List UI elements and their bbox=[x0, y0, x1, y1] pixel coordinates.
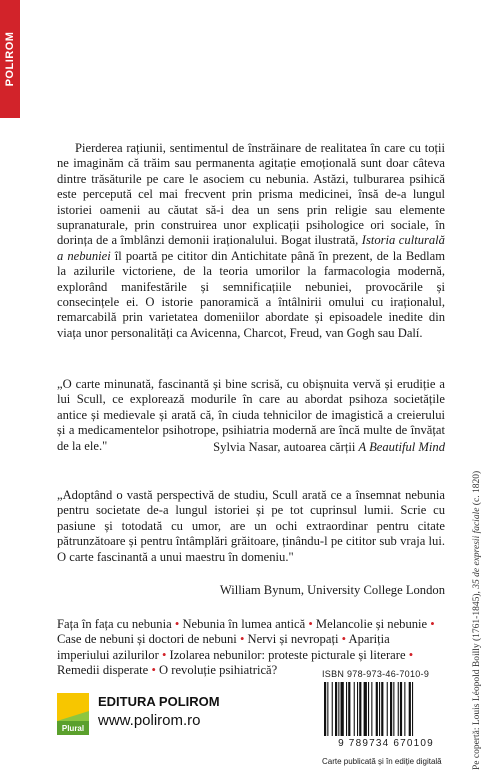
bullet-icon: • bbox=[161, 647, 167, 662]
cover-credit bbox=[472, 471, 482, 770]
barcode-bar bbox=[381, 682, 383, 736]
topic-item: Apariția imperiului azilurilor bbox=[57, 632, 390, 662]
logo-text: Plural bbox=[61, 724, 85, 733]
isbn-label: ISBN 978-973-46-7010-9 bbox=[322, 669, 430, 679]
barcode-bar bbox=[348, 682, 350, 736]
barcode-bar bbox=[327, 682, 328, 736]
topic-item: Melancolie și nebunie bbox=[315, 617, 428, 631]
credit-work: 35 de expresii faciale bbox=[472, 507, 482, 589]
barcode-bar bbox=[364, 682, 367, 736]
attribution-author: Sylvia Nasar, autoarea cărții bbox=[213, 440, 359, 454]
bullet-icon: • bbox=[308, 617, 313, 631]
topic-item: Izolarea nebunilor: proteste picturale și literare bbox=[169, 647, 406, 662]
barcode-digits: 9 789734 670109 bbox=[338, 738, 434, 749]
topic-item: Case de nebuni și doctori de nebuni bbox=[57, 632, 237, 647]
bullet-icon: • bbox=[151, 663, 156, 678]
edition-note: Carte publicată și în ediție digitală bbox=[322, 757, 442, 766]
barcode-bar bbox=[387, 682, 388, 736]
credit-suffix: (c. 1820) bbox=[472, 470, 482, 508]
topic-item: Nervi și nevropați bbox=[247, 632, 339, 647]
bullet-icon: • bbox=[239, 632, 245, 647]
barcode-bar bbox=[359, 682, 361, 736]
barcode-bar bbox=[376, 682, 378, 736]
topic-item: Remedii disperate bbox=[57, 663, 149, 678]
review-attribution-2: William Bynum, University College London bbox=[219, 583, 445, 597]
barcode-bar bbox=[324, 682, 326, 736]
barcode-bar bbox=[338, 682, 339, 736]
barcode-bar bbox=[409, 682, 411, 736]
publisher-name: EDITURA POLIROM bbox=[98, 694, 220, 709]
barcode-bar bbox=[400, 682, 402, 736]
review-attribution-1 bbox=[213, 440, 445, 455]
barcode-bar bbox=[346, 682, 347, 736]
bullet-icon: • bbox=[430, 617, 435, 631]
credit-prefix: Pe copertă: Louis Léopold Boilly (1761-1845), bbox=[472, 588, 482, 770]
bullet-icon: • bbox=[341, 632, 347, 647]
description-part-1: Pierderea rațiunii, sentimentul de înstrăinare de realitatea în care cu toții ne imaginăm că trăim sau permanenta agitație emoțională sunt doar câteva dintre trăsăturile pe care le asociem cu nebunia. Astăzi, tulburarea psihică este percepută cel mai frecvent prin prisma medicinei, însă de-a lungul istoriei oamenii au căutat să-i dea un sens prin religie sau elemente supranaturale, prin construirea unor explicații psihologice ori sociale, în dorința de a îmblânzi demonii iraționalului. Bogat ilustrată, bbox=[57, 141, 445, 248]
barcode-bar bbox=[354, 682, 355, 736]
barcode-bar bbox=[368, 682, 369, 736]
bullet-icon: • bbox=[408, 647, 414, 662]
bullet-icon: • bbox=[174, 617, 180, 631]
barcode-bar bbox=[404, 682, 405, 736]
barcode-bar bbox=[335, 682, 337, 736]
barcode-bar bbox=[390, 682, 392, 736]
review-quote-2: „Adoptând o vastă perspectivă de studiu, Scull arată ce a însemnat nebunia pentru societate de-a lungul istoriei și pe tot cuprinsul lumii. Scrie cu pasiune și totodată cu umor, are un ochi extraordinar pentru citate pătrunzătoare și pentru întâmplări grăitoare, ținându-l pe cititor sub vraja lui. O carte fascinantă a unui maestru în domeniu." bbox=[57, 488, 445, 564]
topic-item: Nebunia în lumea antică bbox=[182, 617, 306, 631]
book-title-italic: Istoria culturală a nebuniei bbox=[57, 233, 445, 263]
barcode bbox=[322, 682, 450, 736]
description-part-2: îl poartă pe cititor din Antichitate până în prezent, de la Bedlam la azilurile victoriene, de la teoria umorilor la farmacologia modernă, explorând manifestările și semnificațiile nebuniei, provocările și consecințele ei. O istorie panoramică a întâlnirii omului cu iraționalul, remarcabilă prin varietatea domeniilor abordate și episoadele inedite din viața unor personalități ca Avicenna, Charcot, Freud, van Gogh sau Dalí. bbox=[57, 248, 445, 340]
barcode-bar bbox=[341, 682, 344, 736]
barcode-bar bbox=[379, 682, 380, 736]
barcode-bar bbox=[412, 682, 413, 736]
publisher-spine-tab bbox=[0, 0, 20, 118]
barcode-bar bbox=[332, 682, 333, 736]
attribution-work: A Beautiful Mind bbox=[358, 440, 445, 454]
barcode-bar bbox=[371, 682, 372, 736]
book-description bbox=[57, 141, 445, 341]
review-quote-1: „O carte minunată, fascinantă și bine scrisă, cu obișnuita vervă și erudiție a lui Scull, ce explorează modurile în care au abordat psihoza societățile antice și medievale și arată că, în ciuda tehnicilor de imagistică a creierului și a medicamentelor psihotrope, psihiatria modernă are încă multe de învățat de la ele." bbox=[57, 377, 445, 453]
publisher-url: www.polirom.ro bbox=[98, 712, 201, 729]
barcode-bar bbox=[357, 682, 358, 736]
barcode-bar bbox=[393, 682, 394, 736]
plural-logo bbox=[57, 693, 89, 735]
topic-item: O revoluție psihiatrică? bbox=[159, 663, 278, 678]
barcode-bar bbox=[398, 682, 399, 736]
topic-item: Fața în fața cu nebunia bbox=[57, 617, 172, 631]
spine-brand: POLIROM bbox=[4, 31, 16, 87]
